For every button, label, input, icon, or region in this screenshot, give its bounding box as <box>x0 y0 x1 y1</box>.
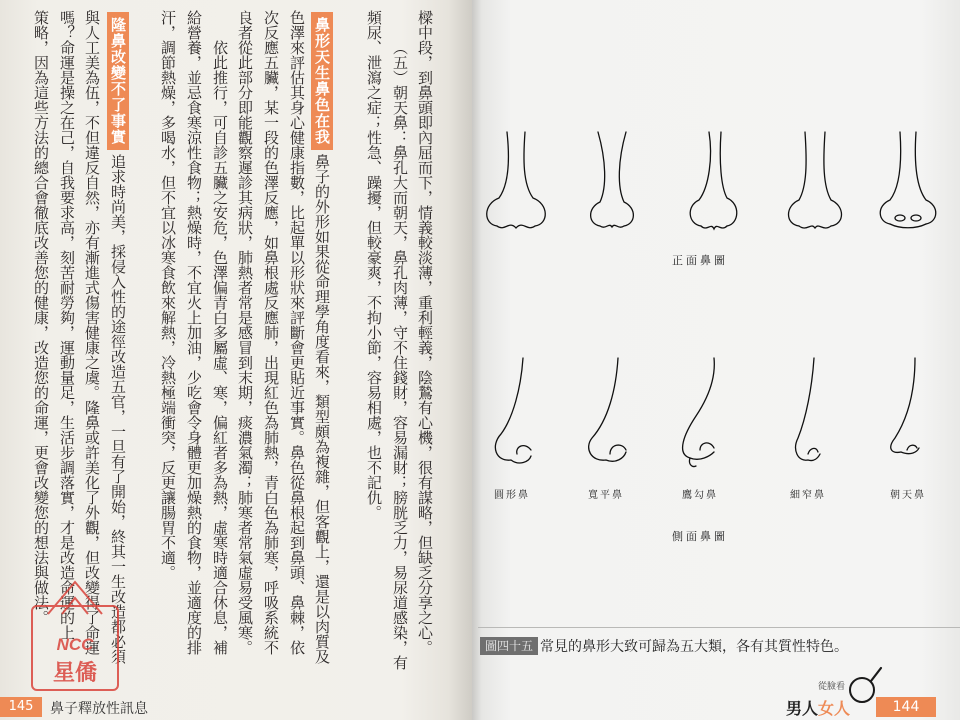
page-number: 145 <box>0 697 42 717</box>
magnifier-icon <box>846 664 886 706</box>
nose-outline <box>600 225 624 227</box>
book-title-men: 男人 <box>786 699 819 718</box>
nose-outline <box>524 132 545 226</box>
front-nose-hooked <box>690 132 737 229</box>
nose-outline <box>700 443 714 450</box>
running-title: 鼻子釋放性訊息 <box>50 701 148 717</box>
page-number: 144 <box>876 697 936 717</box>
front-nose-wide-flat <box>591 132 634 227</box>
text-column: 次反應五臟，某一段的色澤反應，如鼻根處反應肺，出現紅色為肺熱，青白色為肺寒，呼吸系統不 <box>262 10 280 655</box>
stamp-logo <box>28 576 124 694</box>
nostril <box>895 215 905 221</box>
nose-outline <box>690 132 710 226</box>
text-column: 色澤來評估其身心健康指數，比起單以形狀來評斷會更貼近事實。鼻色從鼻根起到鼻頭、鼻棘，依 <box>288 10 306 655</box>
nose-type-label: 鷹勾鼻 <box>682 490 718 501</box>
front-nose-round <box>487 132 546 228</box>
nose-outline <box>824 132 842 226</box>
nose-outline <box>720 132 737 226</box>
nose-outline <box>619 132 633 226</box>
right-page <box>472 0 960 720</box>
stamp-text-top: NCC <box>56 635 94 654</box>
nose-outline <box>517 446 531 454</box>
nose-outline <box>610 445 626 454</box>
text-column: 與人工美為伍，不但違反自然，亦有漸進式傷害健康之虞。隆鼻或許美化了外觀，但改變得了命運 <box>83 10 101 655</box>
text-column: 嗎？命運是操之在己，自我要求高，刻苦耐勞夠，運動量足，生活步調落實，才是改造命運的上 <box>58 10 76 640</box>
nose-outline <box>789 132 807 226</box>
text-column: 鼻子的外形如果從命理學角度看來，類型頗為複雜，但客觀上，還是以肉質及 <box>313 154 331 664</box>
section-heading: 鼻形天生鼻色在我 <box>311 12 333 150</box>
figure-caption: 常見的鼻形大致可歸為五大類，各有其質性特色。 <box>540 639 848 655</box>
nose-outline <box>591 132 605 226</box>
nose-outline <box>808 448 818 454</box>
text-column: 給營養，並忌食寒涼性食物；熱燥時，不宜火上加油，少吃會令身體更加燥熱的食物，並適度的排 <box>185 10 203 655</box>
side-nose-hooked <box>683 358 715 467</box>
nose-type-label: 朝天鼻 <box>890 490 926 501</box>
front-nose-narrow <box>789 132 842 228</box>
book-title-women: 女人 <box>818 699 851 718</box>
figure-number: 圖四十五 <box>480 637 538 655</box>
text-column: 依此推行，可自診五臟之安危，色澤偏青白多屬虛、寒，偏紅者多為熱，虛寒時適合休息，補 <box>211 40 229 655</box>
text-column: 樑中段，到鼻頭即內屈而下，情義較淡薄，重利輕義，陰鷙有心機，很有謀略，但缺乏分享之心。 <box>416 10 434 655</box>
nostril <box>911 215 921 221</box>
nose-outline <box>683 358 715 459</box>
text-column: 汗，調節熱燥，多喝水，但不宜以冰寒食飲來解熱，冷熱極端衝突，反更讓腸胃不適。 <box>159 10 177 580</box>
nose-outline <box>495 358 531 463</box>
nose-outline <box>907 445 917 450</box>
nose-figure <box>478 110 958 490</box>
text-column: 追求時尚美，採侵入性的途徑改造五官，一旦有了開始，終其一生改造都必須 <box>109 154 127 664</box>
text-column: 策略，因為這些方法的總合會徹底改善您的健康，改造您的命運，更會改變您的想法與做法。 <box>32 10 50 625</box>
side-nose-wide-flat <box>589 358 626 461</box>
nose-outline <box>487 132 509 226</box>
series-label: 從臉看 <box>818 682 846 692</box>
side-view-label: 側面鼻圖 <box>672 530 728 543</box>
nose-outline <box>701 226 727 229</box>
caption-divider <box>478 627 960 628</box>
text-column: 頻尿、泄瀉之症；性急、躁擾，但較豪爽，不拘小節，容易相處，也不記仇。 <box>365 10 383 520</box>
text-column: 良者從此部分即能觀察遲診其病狀，肺熱者常是感冒到末期，痰濃氣濁；肺寒者常氣虛易受風寒。 <box>236 10 254 655</box>
nose-outline <box>880 132 900 224</box>
side-nose-round <box>495 358 531 463</box>
nose-outline <box>891 358 919 454</box>
left-page <box>0 0 472 720</box>
front-nose-upturned <box>880 132 936 228</box>
nose-outline <box>796 358 820 461</box>
nose-type-label: 細窄鼻 <box>790 490 826 501</box>
stamp-text-bottom: 星僑 <box>52 660 98 686</box>
nose-type-label: 寬平鼻 <box>588 490 624 501</box>
nose-outline <box>497 225 535 228</box>
section-heading: 隆鼻改變不了事實 <box>107 12 129 150</box>
magnifier-handle <box>871 668 881 681</box>
nose-outline <box>799 226 831 228</box>
front-view-label: 正面鼻圖 <box>672 254 728 267</box>
text-column: （五）朝天鼻：鼻孔大而朝天，鼻孔肉薄，守不住錢財，容易漏財；膀胱乏力，易尿道感染，有 <box>391 40 409 670</box>
side-nose-narrow <box>796 358 820 461</box>
nose-type-label: 圓形鼻 <box>494 490 530 501</box>
side-nose-upturned <box>891 358 919 454</box>
nose-outline <box>890 224 926 228</box>
nose-outline <box>915 132 935 224</box>
